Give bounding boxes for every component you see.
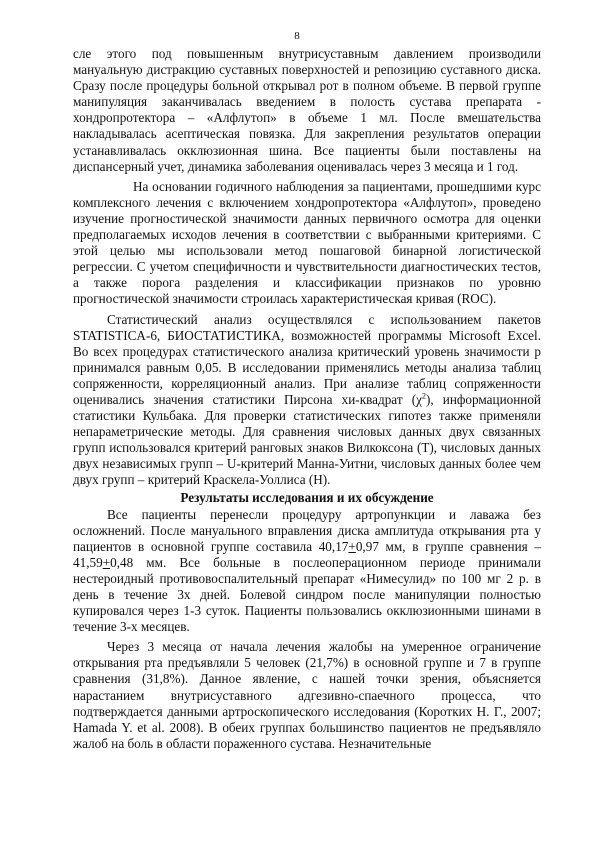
results-text-part-1: Все пациенты перенесли процедуру артропункции и лаважа без осложнений. После мануального вправления диска амплитуда открывания рта у пациентов в основной группе составила 40,17 (73, 506, 541, 554)
results-text-part-3: 0,48 мм. Все больные в послеоперационном периоде принимали нестероидный противовоспалительный препарат «Нимесулид» по 100 мг 2 р. в день в течение 3х дней. Болевой синдром после манипуляции полностью купировался через 1-3 суток. Пациенты пользовались окклюзионными шинами в течение 3-х месяцев. (73, 554, 541, 635)
page-number: 8 (294, 30, 300, 42)
plus-minus-sign: + (348, 538, 356, 554)
chi-square-superscript: 2 (421, 391, 426, 401)
statistics-text-start: Статистический анализ осуществлялся с использованием пакетов STATISTICA-6, БИОСТАТИСТИКА, возможностей программы Microsoft Excel. Во всех процедурах статистического анализа критический уровень значимости p принимался равным 0,05. В исследовании применялись методы анализа таблиц сопряженности, корреляционный анализ. При анализе таблиц сопряженности оценивались значения статистики Пирсона хи-квадрат (χ (73, 311, 541, 407)
statistics-text-end: ), информационной статистики Кульбака. Для проверки статистических гипотез также применяли непараметрические методы. Для сравнения числовых данных двух связанных групп использовался критерий ранговых знаков Вилкоксона (Т), числовых данных двух независимых групп – U-критерий Манна-Уитни, числовых данных более чем двух групп – критерий Краскела-Уоллиса (Н). (73, 391, 541, 488)
page-body (73, 46, 541, 752)
plus-minus-sign: + (102, 554, 111, 570)
section-heading-results: Результаты исследования и их обсуждение (180, 489, 434, 505)
paragraph-prognostic-study: На основании годичного наблюдения за пациентами, прошедшими курс комплексного лечения с включением хондропротектора «Алфлутоп», проведено изучение прогностической значимости данных первичного осмотра для оценки предполагаемых исходов лечения в соответствии с выбранными критериями. С этой целью мы использовали метод пошаговой бинарной логистической регрессии. С учетом специфичности и чувствительности диагностических тестов, а также порога разделения и классификации признаков по уровню прогностической значимости строилась характеристическая кривая (ROC). (73, 178, 541, 307)
paragraph-three-month-followup: Через 3 месяца от начала лечения жалобы на умеренное ограничение открывания рта предъявляли 5 человек (21,7%) в основной группе и 7 в группе сравнения (31,8%). Данное явление, с нашей точки зрения, объясняется нарастанием внутрисуставного адгезивно-спаечного процесса, что подтверждается данными артроскопического исследования (Коротких Н. Г., 2007; Hamada Y. et al. 2008). В обеих группах большинство пациентов не предъявляло жалоб на боль в области пораженного сустава. Незначительные (73, 639, 541, 751)
paragraph-procedure-continuation: сле этого под повышенным внутрисуставным давлением производили мануальную дистракцию суставных поверхностей и репозицию суставного диска. Сразу после процедуры больной открывал рот в полном объеме. В первой группе манипуляция заканчивалась введением в полость сустава препарата - хондропротектора – «Алфлутоп» в объеме 1 мл. После вмешательства накладывалась асептическая повязка. Для закрепления результатов операции устанавливалась окклюзионная шина. Все пациенты были поставлены на диспансерный учет, динамика заболевания оценивалась через 3 месяца и 1 год. (73, 46, 541, 174)
paragraph-statistical-analysis (73, 312, 541, 489)
paragraph-results-procedure (73, 507, 541, 636)
results-text-part-2: 0,97 мм, в группе сравнения – 41,59 (73, 538, 541, 570)
